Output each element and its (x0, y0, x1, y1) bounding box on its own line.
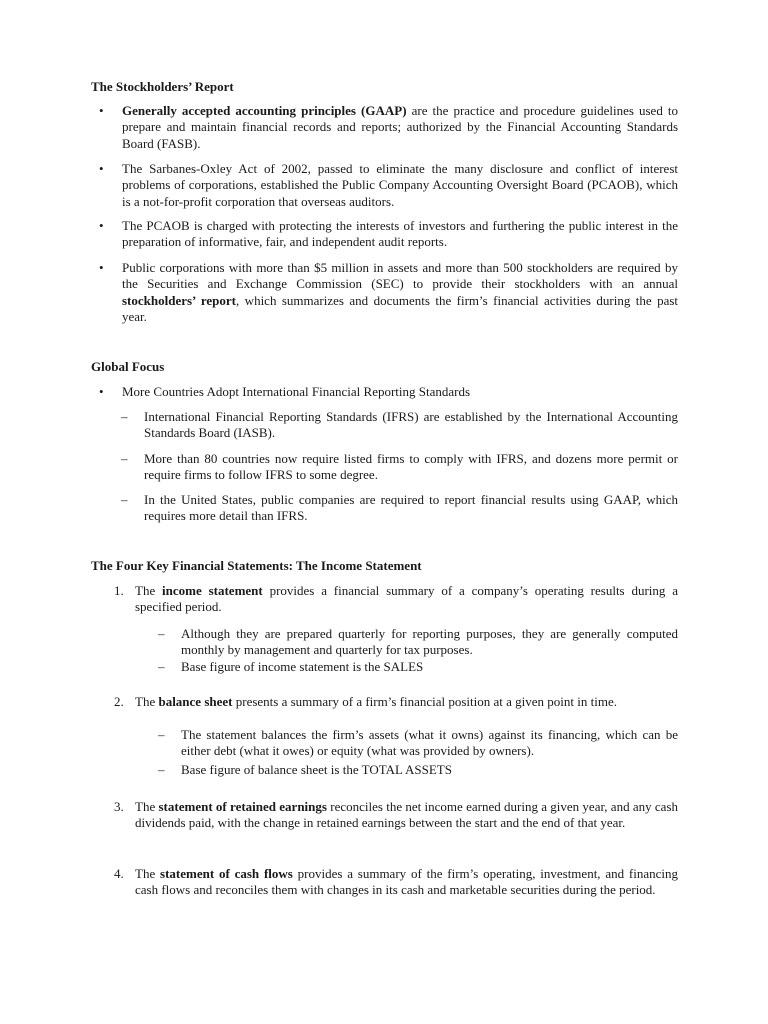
list-item: Generally accepted accounting principles (GAAP) are the practice and procedure guidelines used to prepare and maintain financial records and reports; authorized by the Financial Accounting Standards Board (FASB). (122, 103, 678, 151)
term-gaap: Generally accepted accounting principles (GAAP) (122, 103, 407, 118)
sub-list-item: Base figure of income statement is the SALES (181, 659, 424, 674)
term-cash-flows: statement of cash flows (160, 866, 293, 881)
list-item: More Countries Adopt International Financial Reporting Standards (122, 384, 471, 399)
dash-marker: – (121, 409, 128, 424)
sub-list-item: International Financial Reporting Standards (IFRS) are established by the International Accounting Standards Board (IASB). (144, 409, 678, 441)
dash-marker: – (158, 727, 165, 742)
numbered-item: The balance sheet presents a summary of a firm’s financial position at a given point in time. (135, 694, 617, 709)
bullet-marker: • (99, 161, 104, 176)
sub-list-item: Although they are prepared quarterly for reporting purposes, they are generally computed monthly by management and quarterly for tax purposes. (181, 626, 678, 658)
list-number: 2. (114, 694, 124, 709)
list-number: 1. (114, 583, 124, 598)
bullet-marker: • (99, 218, 104, 233)
dash-marker: – (158, 659, 165, 674)
bullet-marker: • (99, 384, 104, 399)
term-retained-earnings: statement of retained earnings (158, 799, 327, 814)
sub-list-item: More than 80 countries now require listed firms to comply with IFRS, and dozens more permit or require firms to follow IFRS to some degree. (144, 451, 678, 483)
numbered-item: The income statement provides a financial summary of a company’s operating results during a specified period. (135, 583, 678, 615)
list-item: The Sarbanes-Oxley Act of 2002, passed to eliminate the many disclosure and conflict of interest problems of corporations, established the Public Company Accounting Oversight Board (PCAOB), which is a not-for-profit corporation that overseas auditors. (122, 161, 678, 209)
dash-marker: – (121, 451, 128, 466)
sub-list-item: In the United States, public companies are required to report financial results using GAAP, which requires more detail than IFRS. (144, 492, 678, 524)
term-stockholders-report: stockholders’ report (122, 292, 236, 308)
numbered-item: The statement of cash flows provides a summary of the firm’s operating, investment, and financing cash flows and reconciles them with changes in its cash and marketable securities during the period. (135, 866, 679, 898)
section-heading-stockholders-report: The Stockholders’ Report (91, 79, 234, 94)
list-item: The PCAOB is charged with protecting the interests of investors and furthering the public interest in the preparation of informative, fair, and independent audit reports. (122, 218, 678, 250)
dash-marker: – (121, 492, 128, 507)
term-income-statement: income statement (162, 583, 263, 598)
section-heading-four-key-statements: The Four Key Financial Statements: The Income Statement (91, 558, 422, 573)
dash-marker: – (158, 626, 165, 641)
sub-list-item: Base figure of balance sheet is the TOTAL ASSETS (181, 762, 452, 777)
sub-list-item: The statement balances the firm’s assets (what it owns) against its financing, which can be either debt (what it owes) or equity (what was provided by owners). (181, 727, 678, 759)
list-item: Public corporations with more than $5 million in assets and more than 500 stockholders are required by the Securities and Exchange Commission (SEC) to provide their stockholders with an annual stockholders’ report, which summarizes and documents the firm’s financial activities during the past year. (122, 260, 679, 324)
list-number: 3. (114, 799, 124, 814)
dash-marker: – (158, 762, 165, 777)
section-heading-global-focus: Global Focus (91, 359, 165, 374)
term-balance-sheet: balance sheet (158, 694, 233, 709)
bullet-marker: • (99, 103, 104, 118)
bullet-marker: • (99, 260, 104, 275)
numbered-item: The statement of retained earnings reconciles the net income earned during a given year, and any cash dividends paid, with the change in retained earnings between the start and the end of that year. (135, 799, 678, 831)
list-number: 4. (114, 866, 124, 881)
